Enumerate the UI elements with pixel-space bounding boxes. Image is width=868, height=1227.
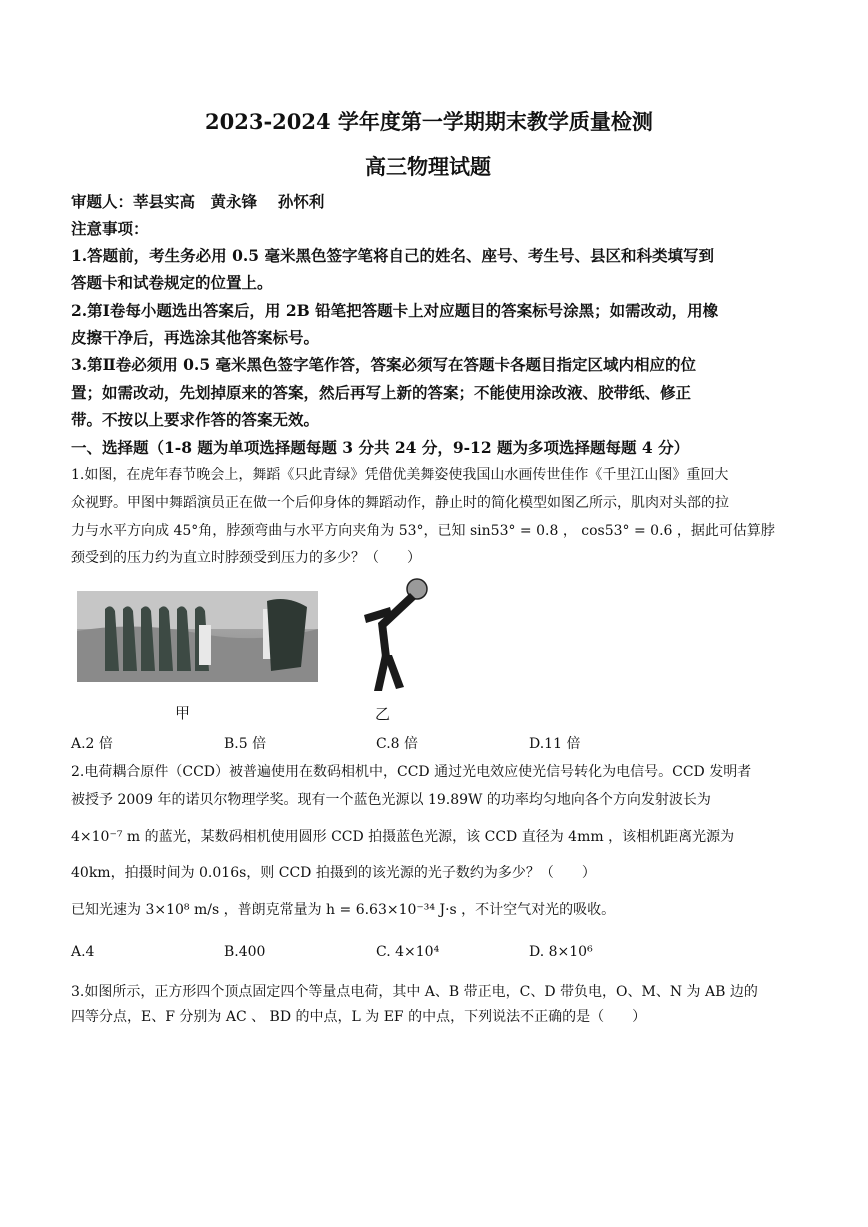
q1-option-c: C.8 倍 bbox=[376, 736, 419, 752]
leg-right bbox=[384, 655, 404, 689]
exam-subtitle: 高三物理试题 bbox=[365, 154, 491, 179]
q1-line: 1.如图，在虎年春节晚会上，舞蹈《只此青绿》凭借优美舞姿使我国山水画传世佳作《千里江山图》重回大 bbox=[71, 467, 729, 483]
q1-line: 众视野。甲图中舞蹈演员正在做一个后仰身体的舞蹈动作，静止时的简化模型如图乙所示，肌肉对头部的拉 bbox=[71, 495, 729, 511]
q2-line: 40km，拍摄时间为 0.016s，则 CCD 拍摄到的该光源的光子数约为多少？（ ） bbox=[71, 865, 596, 881]
q3-line: 四等分点，E、F 分别为 AC 、 BD 的中点，L 为 EF 的中点，下列说法不正确的是（ ） bbox=[71, 1009, 647, 1025]
q1-option-a: A.2 倍 bbox=[71, 736, 113, 752]
q2-line: 4×10⁻⁷ m 的蓝光，某数码相机使用圆形 CCD 拍摄蓝色光源，该 CCD 直径为 4mm ，该相机距离光源为 bbox=[71, 829, 735, 845]
notice-line: 2.第Ⅰ卷每小题选出答案后，用 2B 铅笔把答题卡上对应题目的答案标号涂黑；如需改动，用橡 bbox=[71, 301, 719, 320]
notice-line: 1.答题前，考生务必用 0.5 毫米黑色签字笔将自己的姓名、座号、考生号、县区和科类填写到 bbox=[71, 246, 714, 265]
dancers-illustration bbox=[77, 591, 318, 682]
q2-option-b: B.400 bbox=[224, 944, 266, 960]
notice-line: 置；如需改动，先划掉原来的答案，然后再写上新的答案；不能使用涂改液、胶带纸、修正 bbox=[71, 383, 692, 402]
reviewers-line: 审题人：莘县实高 黄永锋 孙怀利 bbox=[71, 192, 325, 211]
notice-line: 带。不按以上要求作答的答案无效。 bbox=[71, 410, 320, 429]
q1-line: 颈受到的压力约为直立时脖颈受到压力的多少？（ ） bbox=[71, 550, 421, 566]
exam-title: 2023-2024 学年度第一学期期末教学质量检测 bbox=[205, 109, 653, 134]
q2-line: 2.电荷耦合原件（CCD）被普遍使用在数码相机中，CCD 通过光电效应使光信号转化为电信号。CCD 发明者 bbox=[71, 764, 752, 780]
notice-line: 3.第Ⅱ卷必须用 0.5 毫米黑色签字笔作答，答案必须写在答题卡各题目指定区域内相应的位 bbox=[71, 355, 697, 374]
dancers-photo bbox=[77, 591, 318, 682]
q1-option-d: D.11 倍 bbox=[529, 736, 581, 752]
section-title: 一、选择题（1-8 题为单项选择题每题 3 分共 24 分，9-12 题为多项选择题每题 4 分） bbox=[71, 438, 690, 457]
q2-line: 被授予 2009 年的诺贝尔物理学奖。现有一个蓝色光源以 19.89W 的功率均匀地向各个方向发射波长为 bbox=[71, 792, 711, 808]
stick-figure-model bbox=[360, 577, 435, 695]
q2-option-a: A.4 bbox=[71, 944, 95, 960]
notice-title: 注意事项： bbox=[71, 219, 149, 238]
q2-option-d: D. 8×10⁶ bbox=[529, 944, 593, 960]
notice-line: 皮擦干净后，再选涂其他答案标号。 bbox=[71, 328, 320, 347]
q1-line: 力与水平方向成 45°角，脖颈弯曲与水平方向夹角为 53°，已知 sin53° = 0.8 ， cos53° = 0.6 ，据此可估算脖 bbox=[71, 523, 775, 539]
figure-caption-a: 甲 bbox=[175, 704, 191, 722]
q3-line: 3.如图所示，正方形四个顶点固定四个等量点电荷，其中 A、B 带正电，C、D 带负电，O、M、N 为 AB 边的 bbox=[71, 984, 758, 1000]
q2-option-c: C. 4×10⁴ bbox=[376, 944, 440, 960]
q1-option-b: B.5 倍 bbox=[224, 736, 267, 752]
notice-line: 答题卡和试卷规定的位置上。 bbox=[71, 273, 273, 292]
torso-segment bbox=[378, 623, 390, 657]
q2-line: 已知光速为 3×10⁸ m/s ，普朗克常量为 h = 6.63×10⁻³⁴ J·s ，不计空气对光的吸收。 bbox=[71, 902, 616, 918]
figure-caption-b: 乙 bbox=[375, 705, 391, 723]
